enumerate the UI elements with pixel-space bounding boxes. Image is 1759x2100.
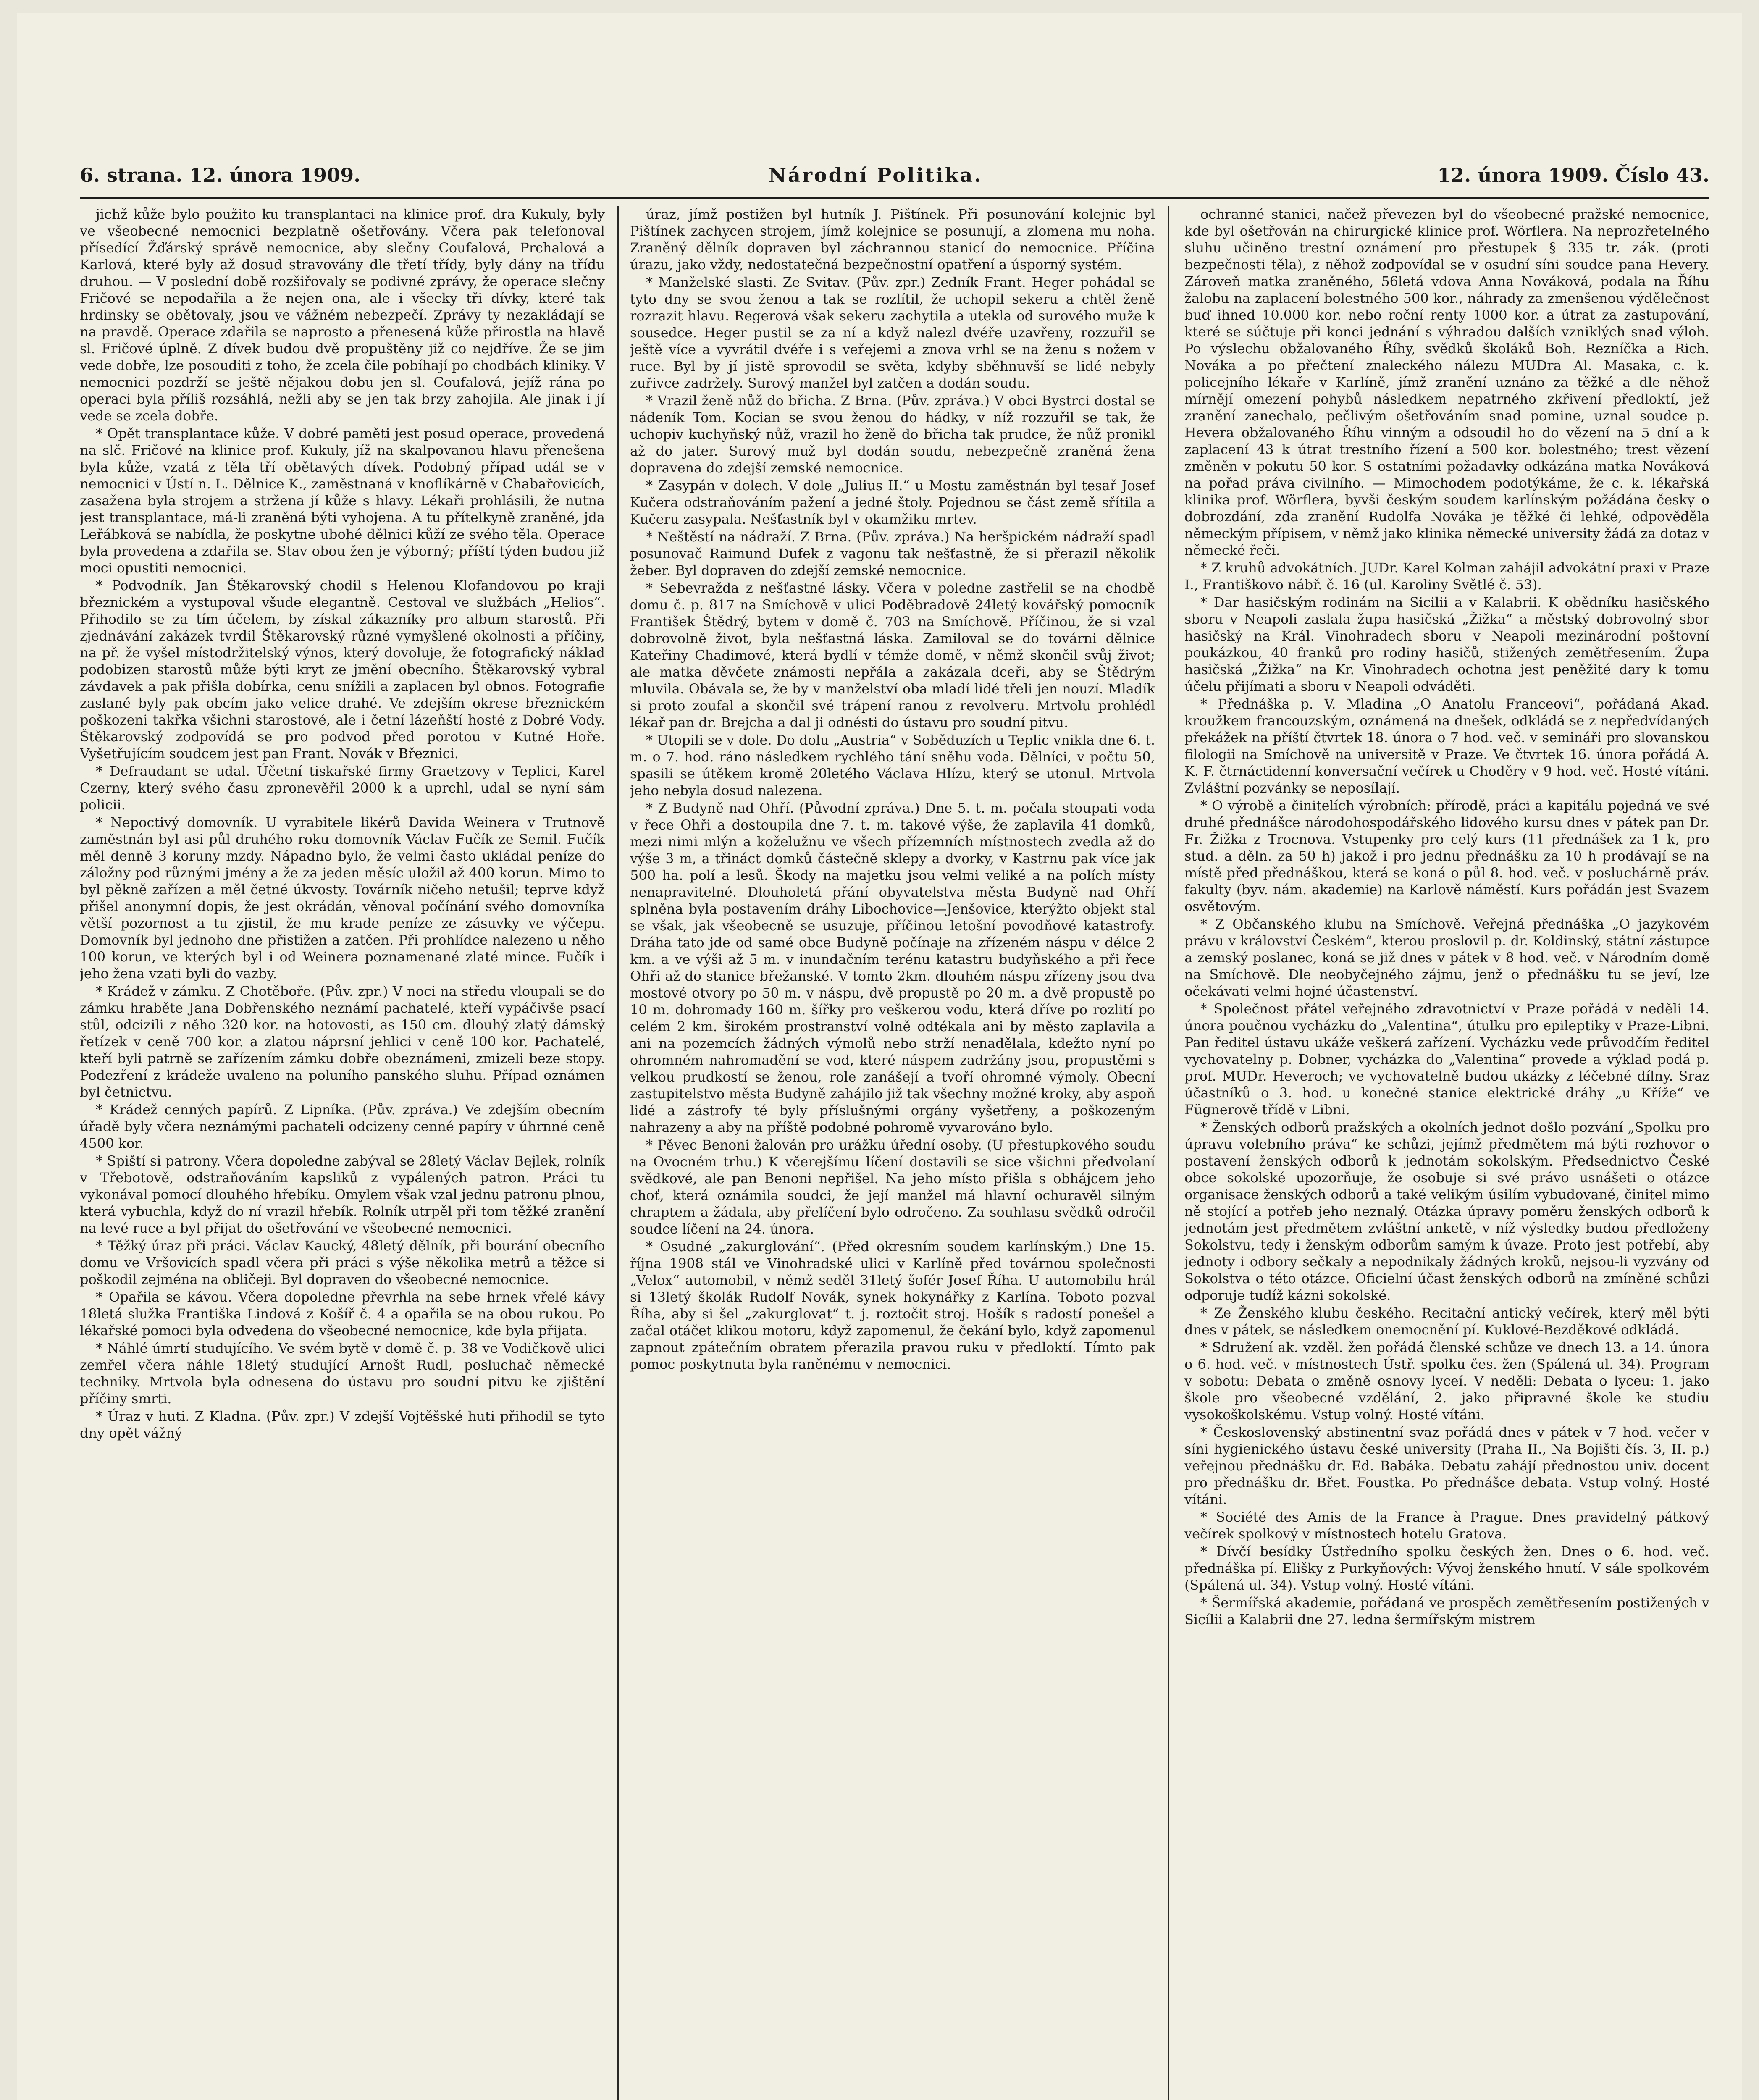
article-paragraph: * Z Občanského klubu na Smíchově. Veřejná přednáška „O jazykovém právu v království Českém“, kterou proslovil p. dr. Koldinský, státní zástupce a zemský poslanec, koná se již dnes v pátek v 8 hod. več. v Národním domě na Smíchově. Dle neobyčejného zájmu, jenž o přednášku tu se jeví, lze očekávati velmi hojné účastenství.: [1184, 916, 1709, 999]
article-paragraph: * Utopili se v dole. Do dolu „Austria“ v Soběduzích u Teplic vnikla dne 6. t. m. o 7. hod. ráno následkem rychlého tání sněhu voda. Dělníci, v počtu 50, spasili se útěkem kromě 20letého Václava Hlízu, který se utonul. Mrtvola jeho nebyla dosud nalezena.: [630, 732, 1155, 798]
article-paragraph: * Československý abstinentní svaz pořádá dnes v pátek v 7 hod. večer v síni hygienického ústavu české university (Praha II., Na Bojišti čís. 3, II. p.) veřejnou přednášku dr. Ed. Babáka. Debatu zahájí přednostou univ. docent pro přednášku dr. Břet. Foustka. Po přednášce debata. Vstup volný. Hosté vítáni.: [1184, 1424, 1709, 1507]
article-paragraph: * Manželské slasti. Ze Svitav. (Pův. zpr.) Zedník Frant. Heger pohádal se tyto dny se svou ženou a tak se rozlítil, že uchopil sekeru a chtěl ženě rozrazit hlavu. Regerová však sekeru zachytila a utekla od surového muže k sousedce. Heger pustil se za ní a když nalezl dvéře uzavřeny, rozzuřil se ještě více a vyvrátil dvéře i s veřejemi a znova vrhl se na ženu s nožem v ruce. Byl by jí jistě sprovodil se světa, kdyby sběhnuvší se lidé nebyly zuřivce zadržely. Surový manžel byl zatčen a dodán soudu.: [630, 274, 1155, 391]
article-paragraph: * Sdružení ak. vzděl. žen pořádá členské schůze ve dnech 13. a 14. února o 6. hod. več. v místnostech Ústř. spolku čes. žen (Spálená ul. 34). Program v sobotu: Debata o změně osnovy lyceí. V neděli: Debata o lyceu: 1. jako škole pro všeobecné vzdělání, 2. jako připravné škole ke studiu vysokoškolskému. Vstup volný. Hosté vítáni.: [1184, 1339, 1709, 1423]
article-paragraph: * Pěvec Benoni žalován pro urážku úřední osoby. (U přestupkového soudu na Ovocném trhu.) K včerejšímu líčení dostavili se sice všichni předvolaní svědkové, ale pan Benoni nepřišel. Na jeho místo přišla s obhájcem jeho choť, která oznámila soudci, že její manžel má hlavní ochuravěl silným chraptem a žádala, aby přelíčení bylo odročeno. Za souhlasu svědků odročil soudce líčení na 24. února.: [630, 1137, 1155, 1237]
page-header: [80, 164, 1709, 193]
article-paragraph: * Podvodník. Jan Štěkarovský chodil s Helenou Klofandovou po kraji březnickém a vystupoval všude elegantně. Cestoval ve službách „Helios“. Přihodilo se za tím účelem, by získal zákazníky pro album starostů. Při zjednávání zakázek tvrdil Štěkarovský různé vymyšlené okolnosti a příčiny, na př. že vyšel místodržitelský výnos, který dovoluje, že fotografický náklad podobizen starostů může býti kryt ze jmění obecního. Štěkarovský vybral závdavek a pak přišla dobírka, cenu snížili a zaplacen byl obnos. Fotografie zaslané byly pak obcím jako velice drahé. Ve zdejším okrese březnickém poškozeni takřka všichni starostové, ale i četní lázeňští hosté z Dobré Vody. Štěkarovský zodpovídá se pro podvod před porotou v Kutné Hoře. Vyšetřujícím soudcem jest pan Frant. Novák v Březnici.: [80, 578, 605, 761]
article-paragraph: jichž kůže bylo použito ku transplantaci na klinice prof. dra Kukuly, byly ve všeobecné nemocnici bezplatně ošetřovány. Včera pak telefonoval přísedící Žďárský správě nemocnice, aby slečny Coufalová, Prchalová a Karlová, které byly až dosud stravovány dle třetí třídy, byly dány na třídu druhou. — V poslední době rozšiřovaly se podivné zprávy, že operace slečny Fričové se nepodařila a že nejen ona, ale i všecky tři dívky, které tak hrdinsky se obětovaly, jsou ve vážném nebezpečí. Zprávy ty nezakládají se na pravdě. Operace zdařila se naprosto a přenesená kůže přirostla na hlavě sl. Fričové úplně. Z dívek budou dvě propuštěny již co nejdříve. Že se jim vede dobře, lze posouditi z toho, že zcela čile pobíhají po chodbách kliniky. V nemocnici pozdrží se ještě nějakou dobu jen sl. Coufalová, jejíž rána po operaci byla příliš rozsáhlá, nežli aby se jen tak brzy zahojila. Ale jinak i jí vede se zcela dobře.: [80, 206, 605, 424]
column-3: [1184, 206, 1709, 2100]
article-paragraph: * Opařila se kávou. Včera dopoledne převrhla na sebe hrnek vřelé kávy 18letá služka Františka Lindová z Košíř č. 4 a opařila se na obou rukou. Po lékařské pomoci byla odvedena do všeobecné nemocnice, kde byla přijata.: [80, 1289, 605, 1339]
article-paragraph: * Osudné „zakurglování“. (Před okresním soudem karlínským.) Dne 15. října 1908 stál ve Vinohradské ulici v Karlíně před továrnou společnosti „Velox“ automobil, v němž seděl 31letý šofér Josef Říha. U automobilu hrál si 13letý školák Rudolf Novák, synek hokynářky z Karlína. Toboto pozval Říha, aby si šel „zakurglovat“ t. j. roztočit stroj. Hošík s radostí ponešel a začal otáčet klikou motoru, když zapomenul, že čekání bylo, když zapomenul zapnout zpátečním obratem přerazila pravou ruku v předloktí. Tímto pak pomoc poskytnuta byla raněnému v nemocnici.: [630, 1239, 1155, 1372]
article-paragraph: * Ze Ženského klubu českého. Recitační antický večírek, který měl býti dnes v pátek, se následkem onemocnění pí. Kuklové-Bezděkové odkládá.: [1184, 1305, 1709, 1338]
article-paragraph: * Defraudant se udal. Účetní tiskařské firmy Graetzovy v Teplici, Karel Czerny, který svého času zpronevěřil 2000 k a uprchl, udal se nyní sám policii.: [80, 763, 605, 813]
article-paragraph: * O výrobě a činitelích výrobních: přírodě, práci a kapitálu pojedná ve své druhé přednášce národohospodářského lidového kursu dnes v pátek pan Dr. Fr. Žižka z Trocnova. Vstupenky pro celý kurs (11 přednášek za 1 k, pro stud. a děln. za 50 h) jakož i pro jednu přednášku za 10 h prodávají se na místě před přednáškou, která se koná o půl 8. hod. več. v posluchárně práv. fakulty (byv. nám. akademie) na Karlově náměstí. Kurs pořádán jest Svazem osvětovým.: [1184, 798, 1709, 914]
article-paragraph: * Opět transplantace kůže. V dobré paměti jest posud operace, provedená na slč. Fričové na klinice prof. Kukuly, jíž na skalpovanou hlavu přenešena byla kůže, vzatá z těla tří obětavých dívek. Podobný případ udál se v nemocnici v Ústí n. L. Dělnice K., zaměstnaná v knoflíkárně v Chabařovicích, zasažena byla strojem a stržena jí kůže s hlavy. Lékaři prohlásili, že nutna jest transplantace, má-li zraněná býti vyhojena. A tu přítelkyně zraněné, jda Leřábková se nabídla, že poskytne ubohé dělnici kůží ze svého těla. Operace byla provedena a zdařila se. Stav obou žen je výborný; příští týden budou již moci opustiti nemocnici.: [80, 425, 605, 576]
article-paragraph: * Zasypán v dolech. V dole „Julius II.“ u Mostu zaměstnán byl tesař Josef Kučera odstraňováním pažení a jedné štoly. Pojednou se část země sřítila a Kučeru zasypala. Nešťastník byl v okamžiku mrtev.: [630, 478, 1155, 527]
header-rule: [80, 197, 1709, 199]
issue-date-number: 12. února 1909. Číslo 43.: [1437, 164, 1709, 186]
column-divider-2: [1168, 206, 1169, 2100]
newspaper-title: Národní Politika.: [769, 164, 983, 186]
article-paragraph: * Přednáška p. V. Mladina „O Anatolu Franceovi“, pořádaná Akad. kroužkem francouzským, oznámená na dnešek, odkládá se z nepředvídaných překážek na příští čtvrtek 18. února o 7 hod. več. v semináři pro slovanskou filologii na Smíchově na universitě v Praze. Ve čtvrtek 16. února pořádá A. K. F. čtrnáctidenní konversační večírek u Choděry v 9 hod. več. Hosté vítáni. Zvláštní pozvánky se neposílají.: [1184, 696, 1709, 796]
column-1: [80, 206, 605, 2100]
article-paragraph: * Z Budyně nad Ohří. (Původní zpráva.) Dne 5. t. m. počala stoupati voda v řece Ohři a dostoupila dne 7. t. m. takové výše, že zaplavila 41 domků, mezi nimi mlýn a koželužnu ve všech přízemních místnostech zvedla až do výše 3 m, a třináct domků částečně sklepy a dvorky, v Kastrnu pak více jak 500 ha. polí a lesů. Škody na majetku jsou velmi veliké a na polích místy nenapravitelné. Dlouholetá přání obyvatelstva města Budyně nad Ohří splněna byla postavením dráhy Libochovice—Jenšovice, kterýžto objekt stal se však, jak všeobecně se usuzuje, příčinou letošní povodňové katastrofy. Dráha tato jde od samé obce Budyně počínaje na zřízeném náspu v délce 2 km. a ve výši až 5 m. v inundačním terénu katastru budyňského a při řece Ohři až do stanice břežanské. V tomto 2km. dlouhém náspu zřízeny jsou dva mostové otvory po 50 m. v náspu, dvě propustě po 20 m. a dvě propustě po 10 m. dohromady 160 m. šířky pro veškerou vodu, která dříve po rozlití po celém 2 km. širokém prostranství volně odtékala ani by město zaplavila a ani na pozemcích žádných výmolů nebo strží nenadělala, kdežto nyní po ohromném nahromadění se vod, které náspem zadržány jsou, propustěmi s velkou prudkostí se ženou, role zanášejí a tvoří ohromné výmoly. Obecní zastupitelstvo města Budyně zahájilo již tak všechny možné kroky, aby aspoň lidé a zástrofy té byly příslušnými orgány vyšetřeny, a poškozeným nahrazeny a aby na příště podobné pohromě vyvarováno bylo.: [630, 800, 1155, 1135]
page-number-date: 6. strana. 12. února 1909.: [80, 164, 361, 186]
article-paragraph: * Sebevražda z nešťastné lásky. Včera v poledne zastřelil se na chodbě domu č. p. 817 na Smíchově v ulici Poděbradově 24letý kovářský pomocník František Štědrý, bytem v domě č. 703 na Smíchově. Příčinou, že si vzal dobrovolně život, byla nešťastná láska. Zamiloval se do továrni dělnice Kateřiny Chadimové, která bydlí v témže domě, v němž skončil svůj život; ale matka děvčete známosti nepřála a zakázala dceři, aby se Štědrým mluvila. Obávala se, že by v manželství oba mladí lidé třeli jen nouzí. Mladík si proto zoufal a skončil své trápení ranou z revolveru. Mrtvolu prohlédl lékař pan dr. Brejcha a dal ji odnésti do ústavu pro soudní pitvu.: [630, 580, 1155, 730]
article-paragraph: úraz, jímž postižen byl hutník J. Pištínek. Při posunování kolejnic byl Pištínek zachycen strojem, jímž kolejnice se posunují, a zlomena mu noha. Zraněný dělník dopraven byl záchrannou stanicí do nemocnice. Příčina úrazu, jako vždy, nedostatečná bezpečnostní opatření a úsporný systém.: [630, 206, 1155, 273]
article-paragraph: * Ženských odborů pražských a okolních jednot došlo pozvání „Spolku pro úpravu volebního práva“ ke schůzi, jejímž předmětem má býti rozhovor o postavení ženských odborů k jednotám sokolským. Předsednictvo České obce sokolské upozorňuje, že osobuje si své právo usnášeti o otázce organisace ženských odborů a také velikým úsilím vybudované, činitel mimo ně stojící a potřeb jeho neznalý. Otázka úpravy poměru ženských odborů k jednotám jest předmětem zvláštní anketě, v níž výsledky budou předloženy Sokolstvu, tedy i ženským odborům samým k úvaze. Proto jest potřebí, aby jednoty i odbory sečkaly a nepodnikaly žádných kroků, nejsou-li vyzvány od Sokolstva o této otázce. Oficielní účast ženských odborů na zmíněné schůzi odporuje tudíž kázni sokolské.: [1184, 1119, 1709, 1303]
article-paragraph: ochranné stanici, načež převezen byl do všeobecné pražské nemocnice, kde byl ošetřován na chirurgické klinice prof. Wörflera. Na neprozřetelného sluhu učiněno trestní oznámení pro přestupek § 335 tr. zák. (proti bezpečnosti těla), z něhož zodpovídal se v osudní síni soudce pana Hevery. Zároveň matka zraněného, 56letá vdova Anna Nováková, podala na Říhu žalobu na zaplacení bolestného 500 kor., náhrady za zmenšenou výdělečnost buď ihned 10.000 kor. nebo roční renty 1000 kor. a útrat za zastupování, které se súčtuje při konci jednání s výhradou dalších vzniklých snad výloh. Po výslechu obžalovaného Říhy, svědků školáků Boh. Rezníčka a Rich. Nováka a po přečtení znaleckého nálezu MUDra Al. Masaka, c. k. policejního lékaře v Karlíně, jímž zranění uznáno za těžké a dle něhož mírnějí omezení pohybů následkem nepatrného zkřivení předloktí, jež zranění zanechalo, pečlivým ošetřováním snad pomine, uznal soudce p. Hevera obžalovaného Říhu vinným a odsoudil ho do vězení na 5 dní a k zaplacení 43 k útrat trestního řízení a 500 kor. bolestného; trest vězení změněn v pokutu 50 kor. S ostatními požadavky odkázána matka Nováková na pořad práva civilního. — Mimochodem podotýkáme, že c. k. lékařská klinika prof. Wörflera, byvši českým soudem karlínským požádána česky o dobrozdání, zda zranění Rudolfa Nováka je těžké či lehké, odpověděla německým přípisem, v němž jako klinika německé university žádá za dotaz v německé řeči.: [1184, 206, 1709, 558]
article-paragraph: * Úraz v huti. Z Kladna. (Pův. zpr.) V zdejší Vojtěšské huti přihodil se tyto dny opět vážný: [80, 1408, 605, 1441]
article-paragraph: * Těžký úraz při práci. Václav Kaucký, 48letý dělník, při bourání obecního domu ve Vršovicích spadl včera při práci s výše několika metrů a těžce si poškodil zejména na obličeji. Byl dopraven do všeobecné nemocnice.: [80, 1238, 605, 1287]
article-paragraph: * Krádež v zámku. Z Chotěboře. (Pův. zpr.) V noci na středu vloupali se do zámku hraběte Jana Dobřenského neznámí pachatelé, kteří vypáčivše psací stůl, odcizili z něho 320 kor. na hotovosti, as 150 cm. dlouhý zlatý dámský řetízek v ceně 700 kor. a zlatou náprsní jehlici v ceně 100 kor. Pachatelé, kteří byli patrně se zařízením zámku dobře obeznámeni, zmizeli beze stopy. Podezření z krádeže uvaleno na poluního panského sluhu. Případ oznámen byl četnictvu.: [80, 983, 605, 1100]
article-paragraph: * Neštěstí na nádraží. Z Brna. (Pův. zpráva.) Na heršpickém nádraží spadl posunovač Raimund Dufek z vagonu tak nešťastně, že si přerazil několik žeber. Byl dopraven do zdejší zemské nemocnice.: [630, 529, 1155, 578]
column-divider-1: [617, 206, 619, 2100]
article-paragraph: * Société des Amis de la France à Prague. Dnes pravidelný pátkový večírek spolkový v místnostech hotelu Gratova.: [1184, 1509, 1709, 1542]
article-paragraph: * Nepoctivý domovník. U vyrabitele likérů Davida Weinera v Trutnově zaměstnán byl asi půl druhého roku domovník Václav Fučík ze Semil. Fučík měl denně 3 koruny mzdy. Nápadno bylo, že velmi často ukládal peníze do záložny pod různými jmény a že za jeden měsíc uložil až 400 korun. Mimo to byl pěkně zařízen a měl četné úkvosty. Továrník ničeho netušil; teprve když přišel anonymní dopis, že jest okrádán, věnoval počínání svého domovníka větší pozornost a tu zjistil, že mu krade peníze ze zásuvky ve výčepu. Domovník byl jednoho dne přistižen a zatčen. Při prohlídce nalezeno u něho 100 korun, ve kterých byl i od Weinera poznamenané zlaté mince. Fučík i jeho žena vzati byli do vazby.: [80, 814, 605, 982]
article-paragraph: * Z kruhů advokátních. JUDr. Karel Kolman zahájil advokátní praxi v Praze I., Františkovo nábř. č. 16 (ul. Karoliny Světlé č. 53).: [1184, 560, 1709, 593]
article-paragraph: * Krádež cenných papírů. Z Lipníka. (Pův. zpráva.) Ve zdejším obecním úřadě byly včera neznámými pachateli odcizeny cenné papíry v úhrnné ceně 4500 kor.: [80, 1102, 605, 1151]
article-paragraph: * Spiští si patrony. Včera dopoledne zabýval se 28letý Václav Bejlek, rolník v Třebotově, odstraňováním kapsliků z vypálených patron. Práci tu vykonával pomocí dlouhého hřebíku. Omylem však vzal jednu patronu plnou, která vybuchla, když do ní vrazil hřebík. Rolník utrpěl při tom těžké zranění na levé ruce a byl přijat do ošetřování ve všeobecné nemocnici.: [80, 1153, 605, 1236]
article-paragraph: * Dívčí besídky Ústředního spolku českých žen. Dnes o 6. hod. več. přednáška pí. Elišky z Purkyňových: Vývoj ženského hnutí. V sále spolkovém (Spálená ul. 34). Vstup volný. Hosté vítáni.: [1184, 1544, 1709, 1593]
article-paragraph: * Šermířská akademie, pořádaná ve prospěch zemětřesením postižených v Sicílii a Kalabrii dne 27. ledna šermířským mistrem: [1184, 1595, 1709, 1628]
column-2: [630, 206, 1155, 2100]
newspaper-page: [17, 13, 1742, 2100]
article-paragraph: * Společnost přátel veřejného zdravotnictví v Praze pořádá v neděli 14. února poučnou vycházku do „Valentina“, útulku pro epileptiky v Praze-Libni. Pan ředitel ústavu ukáže veškerá zařízení. Vycházku vede průvodčím ředitel vychovatelny p. Dobner, vycházka do „Valentina“ provede a výklad podá p. prof. MUDr. Heveroch; ve vychovatelně budou ukázky z léčebné dílny. Sraz účastníků o 3. hod. u konečné stanice elektrické dráhy „u Kříže“ ve Fügnerově třídě v Libni.: [1184, 1001, 1709, 1118]
article-paragraph: * Vrazil ženě nůž do břicha. Z Brna. (Pův. zpráva.) V obci Bystrci dostal se nádeník Tom. Kocian se svou ženou do hádky, v níž rozzuřil se tak, že uchopiv kuchyňský nůž, vrazil ho ženě do břicha tak prudce, že nůž pronikl až do jater. Surový muž byl dodán soudu, nebezpečně zraněná žena dopravena do zdejší zemské nemocnice.: [630, 393, 1155, 476]
article-paragraph: * Dar hasičským rodinám na Sicilii a v Kalabrii. K obědníku hasičského sboru v Neapoli zaslala župa hasičská „Žižka“ a městský dobrovolný sbor hasičský na Král. Vinohradech sboru v Neapoli mezinárodní poštovní poukázkou, 40 franků pro rodiny hasičů, stižených zemětřesením. Župa hasičská „Žižka“ na Kr. Vinohradech ochotna jest peněžité dary k tomu účelu přijímati a sboru v Neapoli odváděti.: [1184, 594, 1709, 694]
article-paragraph: * Náhlé úmrtí studujícího. Ve svém bytě v domě č. p. 38 ve Vodičkově ulici zemřel včera náhle 18letý studující Arnošt Rudl, posluchač německé techniky. Mrtvola byla odnesena do ústavu pro soudní pitvu ke zjištění příčiny smrti.: [80, 1340, 605, 1407]
